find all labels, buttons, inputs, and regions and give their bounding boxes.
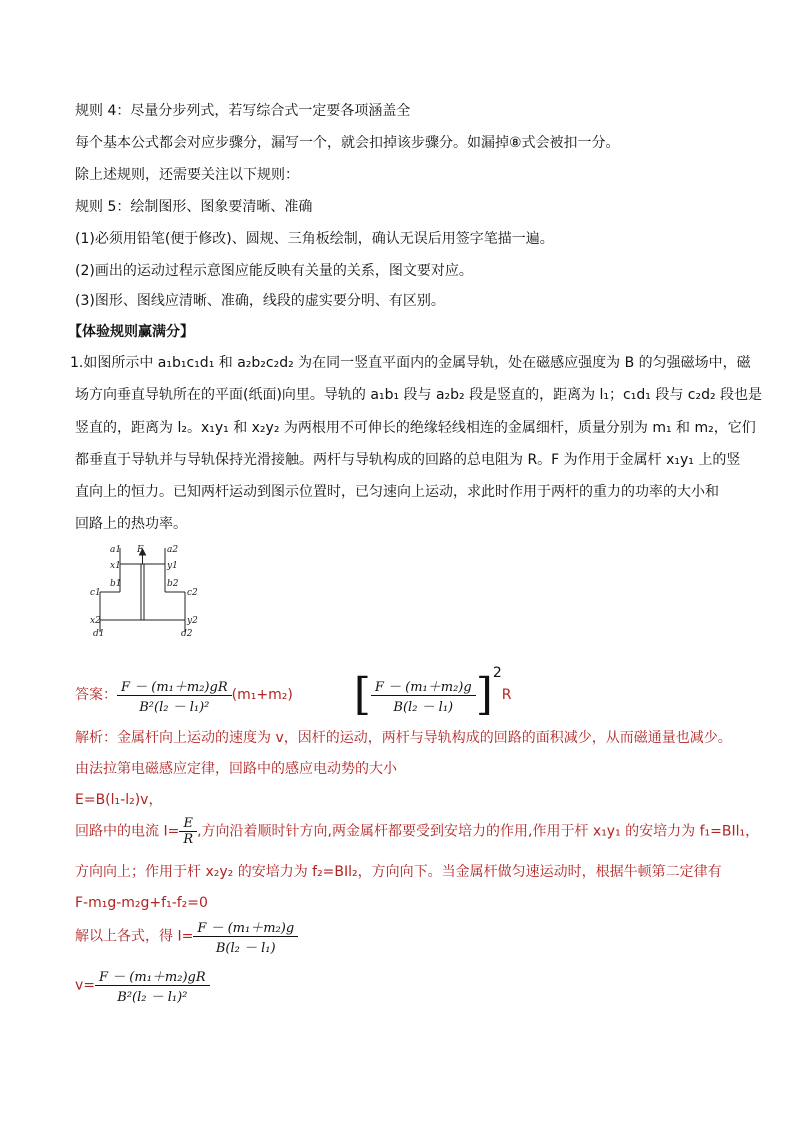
fig-label-F: F [137,545,144,555]
current-desc: ,方向沿着顺时针方向,两金属杆都要受到安培力的作用,作用于杆 x₁y₁ 的安培力为 f₁=BIl₁， [197,823,760,840]
rail-figure [85,540,200,640]
solve-current-den: B(l₂ － l₁) [193,936,298,956]
answer-label: 答案： [75,687,117,703]
answer-frac2-num: F － (m₁＋m₂)g [374,679,472,695]
analysis-line-5: 方向向上；作用于杆 x₂y₂ 的安培力为 f₂=BIl₂，方向向下。当金属杆做匀速运动时，根据牛顿第二定律有 [75,864,722,880]
velocity-num: F － (m₁＋m₂)gR [99,970,206,985]
solve-label: 解以上各式，得 I= [75,928,194,945]
velocity-den: B²(l₂ － l₁)² [95,985,210,1005]
analysis-line-2: 由法拉第电磁感应定律，回路中的感应电动势的大小 [75,761,397,777]
section-title: 【体验规则赢满分】 [68,324,194,340]
current-frac-num: E [183,816,193,831]
fig-label-x1: x1 [110,561,121,571]
fig-label-b1: b1 [110,579,122,589]
answer-frac1-den: B²(l₂ － l₁)² [117,695,232,715]
answer-power: 2 [492,665,502,681]
rule-5: 规则 5：绘制图形、图象要清晰、准确 [75,199,313,215]
fig-label-y2: y2 [187,616,198,626]
fig-label-x2: x2 [90,616,101,626]
rule-5-point-1: (1)必须用铅笔(便于修改)、圆规、三角板绘制，确认无误后用签字笔描一遍。 [75,231,554,247]
answer-resistance: R [501,687,512,703]
analysis-line-6: F-m₁g-m₂g+f₁-f₂=0 [75,895,208,911]
velocity-label: v= [75,977,96,994]
problem-line-5: 直向上的恒力。已知两杆运动到图示位置时，已匀速向上运动，求此时作用于两杆的重力的功率的大小和 [75,484,719,500]
problem-line-6: 回路上的热功率。 [75,516,187,532]
rule-4-desc: 每个基本公式都会对应步骤分，漏写一个，就会扣掉该步骤分。如漏掉⑧式会被扣一分。 [75,135,620,151]
current-frac-den: R [179,831,197,847]
velocity-fraction [95,966,210,1005]
bracket-right: ] [475,669,493,720]
analysis-line-4 [75,816,759,847]
fig-label-c1: c1 [90,588,101,598]
answer-fraction-1 [117,676,232,715]
answer-mass-sum: (m₁+m₂) [231,687,293,703]
answer-line [75,665,512,720]
bracket-left: [ [353,669,371,720]
fig-label-c2: c2 [187,588,198,598]
rule-5-point-3: (3)图形、图线应清晰、准确，线段的虚实要分明、有区别。 [75,293,445,309]
problem-line-4: 都垂直于导轨并与导轨保持光滑接触。两杆与导轨构成的回路的总电阻为 R。F 为作用于金属杆 x₁y₁ 上的竖 [75,452,741,468]
analysis-line-1: 解析：金属杆向上运动的速度为 v，因杆的运动，两杆与导轨构成的回路的面积减少，从而磁通量也减少。 [75,730,732,746]
fig-label-b2: b2 [167,579,179,589]
current-fraction [179,816,197,847]
rules-besides: 除上述规则，还需要关注以下规则： [75,167,299,183]
problem-line-1: 1.如图所示中 a₁b₁c₁d₁ 和 a₂b₂c₂d₂ 为在同一竖直平面内的金属导轨，处在磁感应强度为 B 的匀强磁场中，磁 [70,355,751,371]
fig-label-d1: d1 [93,629,105,639]
answer-frac1-num: F － (m₁＋m₂)gR [121,679,228,695]
fig-label-a1: a1 [110,545,122,555]
analysis-line-7 [75,917,298,956]
rule-5-point-2: (2)画出的运动过程示意图应能反映有关量的关系，图文要对应。 [75,263,473,279]
problem-line-2: 场方向垂直导轨所在的平面(纸面)向里。导轨的 a₁b₁ 段与 a₂b₂ 段是竖直的，距离为 l₁；c₁d₁ 段与 c₂d₂ 段也是 [75,387,763,403]
rule-4: 规则 4：尽量分步列式，若写综合式一定要各项涵盖全 [75,103,411,119]
fig-label-a2: a2 [167,545,179,555]
analysis-line-8 [75,966,210,1005]
solve-current-num: F － (m₁＋m₂)g [197,921,295,936]
solve-current-fraction [193,917,298,956]
answer-frac2-den: B(l₂ － l₁) [371,695,476,715]
current-label: 回路中的电流 I= [75,823,180,840]
answer-fraction-2 [371,676,476,715]
problem-line-3: 竖直的，距离为 l₂。x₁y₁ 和 x₂y₂ 为两根用不可伸长的绝缘轻线相连的金属细杆，质量分别为 m₁ 和 m₂，它们 [75,420,756,436]
fig-label-y1: y1 [167,561,178,571]
analysis-line-3: E=B(l₁-l₂)v， [75,792,163,808]
fig-label-d2: d2 [181,629,193,639]
